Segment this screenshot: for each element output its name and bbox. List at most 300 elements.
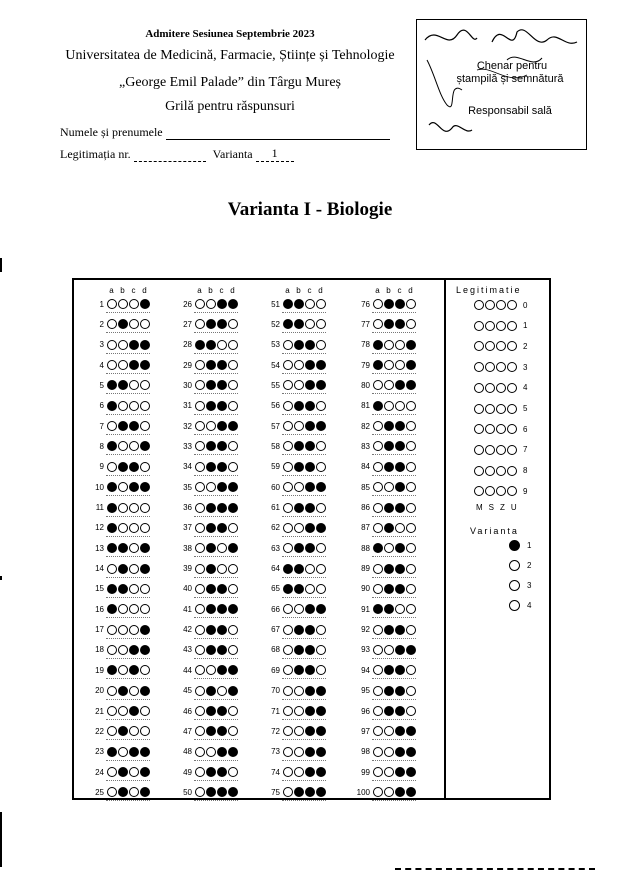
answer-bubble-d[interactable] xyxy=(228,401,238,411)
answer-bubble-a[interactable] xyxy=(283,604,293,614)
answer-bubble-b[interactable] xyxy=(384,645,394,655)
answer-bubble-c[interactable] xyxy=(217,625,227,635)
answer-bubble-b[interactable] xyxy=(206,462,216,472)
answer-bubble-c[interactable] xyxy=(129,543,139,553)
answer-bubble-b[interactable] xyxy=(118,401,128,411)
answer-bubble-a[interactable] xyxy=(107,380,117,390)
answer-bubble-a[interactable] xyxy=(195,441,205,451)
legitimatie-bubble[interactable] xyxy=(496,362,506,372)
answer-bubble-a[interactable] xyxy=(107,767,117,777)
answer-bubble-c[interactable] xyxy=(305,564,315,574)
answer-bubble-b[interactable] xyxy=(294,482,304,492)
legitimatie-bubble[interactable] xyxy=(507,300,517,310)
answer-bubble-a[interactable] xyxy=(373,503,383,513)
legitimatie-bubble[interactable] xyxy=(485,445,495,455)
answer-bubble-b[interactable] xyxy=(384,564,394,574)
legitimatie-bubble[interactable] xyxy=(507,445,517,455)
answer-bubble-c[interactable] xyxy=(395,340,405,350)
answer-bubble-b[interactable] xyxy=(206,340,216,350)
answer-bubble-d[interactable] xyxy=(406,625,416,635)
answer-bubble-c[interactable] xyxy=(305,360,315,370)
answer-bubble-b[interactable] xyxy=(118,380,128,390)
answer-bubble-d[interactable] xyxy=(140,523,150,533)
answer-bubble-d[interactable] xyxy=(228,441,238,451)
answer-bubble-a[interactable] xyxy=(107,665,117,675)
answer-bubble-a[interactable] xyxy=(283,503,293,513)
answer-bubble-a[interactable] xyxy=(283,543,293,553)
answer-bubble-b[interactable] xyxy=(206,421,216,431)
answer-bubble-b[interactable] xyxy=(118,523,128,533)
answer-bubble-c[interactable] xyxy=(305,299,315,309)
answer-bubble-c[interactable] xyxy=(129,421,139,431)
answer-bubble-c[interactable] xyxy=(305,625,315,635)
answer-bubble-c[interactable] xyxy=(395,625,405,635)
answer-bubble-d[interactable] xyxy=(228,380,238,390)
answer-bubble-a[interactable] xyxy=(195,503,205,513)
answer-bubble-c[interactable] xyxy=(217,726,227,736)
answer-bubble-d[interactable] xyxy=(406,543,416,553)
answer-bubble-b[interactable] xyxy=(294,706,304,716)
answer-bubble-a[interactable] xyxy=(283,340,293,350)
answer-bubble-a[interactable] xyxy=(195,584,205,594)
answer-bubble-c[interactable] xyxy=(217,747,227,757)
answer-bubble-a[interactable] xyxy=(195,747,205,757)
legitimatie-bubble[interactable] xyxy=(485,404,495,414)
answer-bubble-b[interactable] xyxy=(384,421,394,431)
answer-bubble-a[interactable] xyxy=(283,319,293,329)
answer-bubble-c[interactable] xyxy=(129,503,139,513)
answer-bubble-a[interactable] xyxy=(373,482,383,492)
answer-bubble-b[interactable] xyxy=(294,726,304,736)
answer-bubble-d[interactable] xyxy=(316,706,326,716)
answer-bubble-d[interactable] xyxy=(228,706,238,716)
varianta-bubble[interactable] xyxy=(509,540,520,551)
answer-bubble-d[interactable] xyxy=(140,726,150,736)
answer-bubble-c[interactable] xyxy=(217,421,227,431)
legitimatie-bubble[interactable] xyxy=(474,341,484,351)
answer-bubble-d[interactable] xyxy=(316,625,326,635)
answer-bubble-d[interactable] xyxy=(406,665,416,675)
legitimatie-bubble[interactable] xyxy=(507,424,517,434)
answer-bubble-c[interactable] xyxy=(395,564,405,574)
answer-bubble-b[interactable] xyxy=(206,564,216,574)
answer-bubble-c[interactable] xyxy=(305,319,315,329)
answer-bubble-c[interactable] xyxy=(305,706,315,716)
answer-bubble-a[interactable] xyxy=(107,523,117,533)
answer-bubble-b[interactable] xyxy=(294,767,304,777)
answer-bubble-c[interactable] xyxy=(395,645,405,655)
answer-bubble-a[interactable] xyxy=(107,360,117,370)
answer-bubble-b[interactable] xyxy=(294,747,304,757)
answer-bubble-c[interactable] xyxy=(305,482,315,492)
answer-bubble-c[interactable] xyxy=(395,462,405,472)
legitimatie-bubble[interactable] xyxy=(496,424,506,434)
answer-bubble-a[interactable] xyxy=(107,686,117,696)
answer-bubble-b[interactable] xyxy=(206,401,216,411)
answer-bubble-d[interactable] xyxy=(316,726,326,736)
answer-bubble-d[interactable] xyxy=(406,482,416,492)
answer-bubble-b[interactable] xyxy=(206,503,216,513)
answer-bubble-d[interactable] xyxy=(228,482,238,492)
answer-bubble-a[interactable] xyxy=(373,767,383,777)
answer-bubble-c[interactable] xyxy=(305,645,315,655)
answer-bubble-d[interactable] xyxy=(406,787,416,797)
legitimatie-bubble[interactable] xyxy=(507,486,517,496)
answer-bubble-b[interactable] xyxy=(118,564,128,574)
answer-bubble-c[interactable] xyxy=(217,645,227,655)
answer-bubble-d[interactable] xyxy=(228,584,238,594)
answer-bubble-c[interactable] xyxy=(305,462,315,472)
answer-bubble-a[interactable] xyxy=(373,584,383,594)
legitimatie-bubble[interactable] xyxy=(507,321,517,331)
answer-bubble-b[interactable] xyxy=(118,340,128,350)
answer-bubble-a[interactable] xyxy=(373,441,383,451)
answer-bubble-c[interactable] xyxy=(305,686,315,696)
answer-bubble-d[interactable] xyxy=(406,686,416,696)
legitimatie-bubble[interactable] xyxy=(496,300,506,310)
answer-bubble-c[interactable] xyxy=(129,360,139,370)
answer-bubble-c[interactable] xyxy=(217,340,227,350)
answer-bubble-c[interactable] xyxy=(129,726,139,736)
answer-bubble-a[interactable] xyxy=(283,645,293,655)
answer-bubble-a[interactable] xyxy=(195,767,205,777)
answer-bubble-c[interactable] xyxy=(217,543,227,553)
answer-bubble-b[interactable] xyxy=(206,625,216,635)
answer-bubble-c[interactable] xyxy=(305,340,315,350)
answer-bubble-a[interactable] xyxy=(107,726,117,736)
answer-bubble-c[interactable] xyxy=(305,421,315,431)
answer-bubble-d[interactable] xyxy=(406,340,416,350)
answer-bubble-d[interactable] xyxy=(406,421,416,431)
answer-bubble-c[interactable] xyxy=(217,564,227,574)
answer-bubble-d[interactable] xyxy=(406,380,416,390)
answer-bubble-b[interactable] xyxy=(384,319,394,329)
answer-bubble-c[interactable] xyxy=(129,686,139,696)
answer-bubble-a[interactable] xyxy=(195,319,205,329)
answer-bubble-c[interactable] xyxy=(305,441,315,451)
answer-bubble-a[interactable] xyxy=(195,380,205,390)
answer-bubble-c[interactable] xyxy=(395,360,405,370)
answer-bubble-d[interactable] xyxy=(316,787,326,797)
answer-bubble-b[interactable] xyxy=(294,441,304,451)
answer-bubble-a[interactable] xyxy=(107,706,117,716)
answer-bubble-d[interactable] xyxy=(140,787,150,797)
answer-bubble-a[interactable] xyxy=(195,340,205,350)
answer-bubble-d[interactable] xyxy=(406,401,416,411)
answer-bubble-a[interactable] xyxy=(195,462,205,472)
answer-bubble-d[interactable] xyxy=(406,584,416,594)
answer-bubble-c[interactable] xyxy=(217,686,227,696)
answer-bubble-d[interactable] xyxy=(316,747,326,757)
answer-bubble-d[interactable] xyxy=(406,645,416,655)
answer-bubble-b[interactable] xyxy=(206,360,216,370)
answer-bubble-c[interactable] xyxy=(395,503,405,513)
answer-bubble-c[interactable] xyxy=(217,441,227,451)
answer-bubble-d[interactable] xyxy=(406,604,416,614)
answer-bubble-d[interactable] xyxy=(316,319,326,329)
answer-bubble-b[interactable] xyxy=(294,604,304,614)
answer-bubble-c[interactable] xyxy=(395,747,405,757)
answer-bubble-c[interactable] xyxy=(129,604,139,614)
answer-bubble-c[interactable] xyxy=(305,584,315,594)
answer-bubble-a[interactable] xyxy=(373,340,383,350)
answer-bubble-d[interactable] xyxy=(316,604,326,614)
answer-bubble-b[interactable] xyxy=(206,665,216,675)
answer-bubble-a[interactable] xyxy=(107,401,117,411)
answer-bubble-d[interactable] xyxy=(316,299,326,309)
answer-bubble-b[interactable] xyxy=(294,523,304,533)
answer-bubble-d[interactable] xyxy=(228,523,238,533)
answer-bubble-d[interactable] xyxy=(140,401,150,411)
answer-bubble-b[interactable] xyxy=(118,706,128,716)
answer-bubble-c[interactable] xyxy=(217,319,227,329)
answer-bubble-d[interactable] xyxy=(140,686,150,696)
legitimatie-bubble[interactable] xyxy=(474,445,484,455)
answer-bubble-a[interactable] xyxy=(373,319,383,329)
answer-bubble-d[interactable] xyxy=(140,625,150,635)
answer-bubble-d[interactable] xyxy=(228,299,238,309)
answer-bubble-b[interactable] xyxy=(384,686,394,696)
answer-bubble-c[interactable] xyxy=(129,299,139,309)
answer-bubble-d[interactable] xyxy=(406,319,416,329)
varianta-bubble[interactable] xyxy=(509,560,520,571)
answer-bubble-a[interactable] xyxy=(195,665,205,675)
legitimatie-bubble[interactable] xyxy=(485,300,495,310)
answer-bubble-b[interactable] xyxy=(384,523,394,533)
legitimatie-bubble[interactable] xyxy=(474,383,484,393)
answer-bubble-a[interactable] xyxy=(283,584,293,594)
answer-bubble-d[interactable] xyxy=(316,645,326,655)
answer-bubble-d[interactable] xyxy=(316,360,326,370)
answer-bubble-d[interactable] xyxy=(316,380,326,390)
answer-bubble-b[interactable] xyxy=(206,523,216,533)
answer-bubble-c[interactable] xyxy=(395,319,405,329)
answer-bubble-c[interactable] xyxy=(305,747,315,757)
answer-bubble-a[interactable] xyxy=(373,665,383,675)
answer-bubble-c[interactable] xyxy=(217,503,227,513)
answer-bubble-d[interactable] xyxy=(228,319,238,329)
legitimatie-bubble[interactable] xyxy=(485,362,495,372)
answer-bubble-c[interactable] xyxy=(217,462,227,472)
answer-bubble-d[interactable] xyxy=(228,360,238,370)
answer-bubble-b[interactable] xyxy=(206,747,216,757)
answer-bubble-b[interactable] xyxy=(294,665,304,675)
answer-bubble-c[interactable] xyxy=(129,767,139,777)
answer-bubble-c[interactable] xyxy=(129,380,139,390)
answer-bubble-b[interactable] xyxy=(118,747,128,757)
answer-bubble-b[interactable] xyxy=(294,564,304,574)
answer-bubble-b[interactable] xyxy=(294,787,304,797)
answer-bubble-c[interactable] xyxy=(129,564,139,574)
answer-bubble-d[interactable] xyxy=(228,747,238,757)
answer-bubble-a[interactable] xyxy=(283,299,293,309)
answer-bubble-c[interactable] xyxy=(395,401,405,411)
answer-bubble-b[interactable] xyxy=(384,584,394,594)
answer-bubble-a[interactable] xyxy=(373,462,383,472)
answer-bubble-a[interactable] xyxy=(195,523,205,533)
legitimatie-bubble[interactable] xyxy=(474,362,484,372)
legitimatie-bubble[interactable] xyxy=(496,383,506,393)
answer-bubble-b[interactable] xyxy=(118,360,128,370)
answer-bubble-c[interactable] xyxy=(395,686,405,696)
legitimatie-bubble[interactable] xyxy=(496,321,506,331)
answer-bubble-b[interactable] xyxy=(384,360,394,370)
legitimatie-bubble[interactable] xyxy=(507,466,517,476)
answer-bubble-a[interactable] xyxy=(195,360,205,370)
legitimatie-bubble[interactable] xyxy=(507,383,517,393)
answer-bubble-a[interactable] xyxy=(195,564,205,574)
answer-bubble-a[interactable] xyxy=(195,625,205,635)
answer-bubble-d[interactable] xyxy=(140,767,150,777)
answer-bubble-c[interactable] xyxy=(395,380,405,390)
answer-bubble-a[interactable] xyxy=(373,564,383,574)
answer-bubble-a[interactable] xyxy=(373,523,383,533)
answer-bubble-b[interactable] xyxy=(384,340,394,350)
answer-bubble-a[interactable] xyxy=(195,421,205,431)
answer-bubble-b[interactable] xyxy=(294,645,304,655)
answer-bubble-a[interactable] xyxy=(373,706,383,716)
answer-bubble-a[interactable] xyxy=(373,360,383,370)
answer-bubble-b[interactable] xyxy=(384,380,394,390)
legitimatie-bubble[interactable] xyxy=(496,404,506,414)
answer-bubble-d[interactable] xyxy=(406,767,416,777)
answer-bubble-b[interactable] xyxy=(206,441,216,451)
answer-bubble-c[interactable] xyxy=(217,665,227,675)
answer-bubble-b[interactable] xyxy=(294,625,304,635)
answer-bubble-d[interactable] xyxy=(228,604,238,614)
legitimatie-bubble[interactable] xyxy=(507,341,517,351)
answer-bubble-b[interactable] xyxy=(294,360,304,370)
answer-bubble-a[interactable] xyxy=(283,665,293,675)
answer-bubble-d[interactable] xyxy=(140,299,150,309)
answer-bubble-d[interactable] xyxy=(228,543,238,553)
answer-bubble-a[interactable] xyxy=(373,787,383,797)
answer-bubble-d[interactable] xyxy=(406,747,416,757)
answer-bubble-c[interactable] xyxy=(305,523,315,533)
answer-bubble-b[interactable] xyxy=(294,380,304,390)
answer-bubble-a[interactable] xyxy=(107,482,117,492)
legitimatie-bubble[interactable] xyxy=(474,486,484,496)
legitimatie-bubble[interactable] xyxy=(474,424,484,434)
answer-bubble-b[interactable] xyxy=(384,441,394,451)
answer-bubble-a[interactable] xyxy=(195,482,205,492)
answer-bubble-b[interactable] xyxy=(294,340,304,350)
answer-bubble-c[interactable] xyxy=(129,645,139,655)
answer-bubble-b[interactable] xyxy=(118,726,128,736)
answer-bubble-b[interactable] xyxy=(294,584,304,594)
answer-bubble-d[interactable] xyxy=(140,441,150,451)
answer-bubble-d[interactable] xyxy=(228,625,238,635)
answer-bubble-b[interactable] xyxy=(294,503,304,513)
answer-bubble-b[interactable] xyxy=(384,706,394,716)
answer-bubble-c[interactable] xyxy=(217,380,227,390)
answer-bubble-d[interactable] xyxy=(228,787,238,797)
answer-bubble-c[interactable] xyxy=(305,787,315,797)
answer-bubble-b[interactable] xyxy=(294,421,304,431)
answer-bubble-a[interactable] xyxy=(283,564,293,574)
answer-bubble-c[interactable] xyxy=(305,503,315,513)
answer-bubble-c[interactable] xyxy=(129,340,139,350)
answer-bubble-a[interactable] xyxy=(195,645,205,655)
answer-bubble-c[interactable] xyxy=(395,299,405,309)
legitimatie-bubble[interactable] xyxy=(507,404,517,414)
answer-bubble-b[interactable] xyxy=(384,482,394,492)
answer-bubble-d[interactable] xyxy=(140,462,150,472)
answer-bubble-d[interactable] xyxy=(228,462,238,472)
answer-bubble-d[interactable] xyxy=(316,767,326,777)
answer-bubble-d[interactable] xyxy=(228,503,238,513)
answer-bubble-c[interactable] xyxy=(129,441,139,451)
answer-bubble-d[interactable] xyxy=(140,543,150,553)
answer-bubble-b[interactable] xyxy=(206,584,216,594)
answer-bubble-c[interactable] xyxy=(395,726,405,736)
answer-bubble-c[interactable] xyxy=(129,584,139,594)
id-line[interactable] xyxy=(134,161,206,162)
answer-bubble-d[interactable] xyxy=(406,462,416,472)
answer-bubble-d[interactable] xyxy=(406,299,416,309)
answer-bubble-d[interactable] xyxy=(140,564,150,574)
answer-bubble-a[interactable] xyxy=(107,441,117,451)
answer-bubble-d[interactable] xyxy=(316,503,326,513)
answer-bubble-c[interactable] xyxy=(217,360,227,370)
answer-bubble-a[interactable] xyxy=(107,340,117,350)
answer-bubble-c[interactable] xyxy=(305,726,315,736)
answer-bubble-c[interactable] xyxy=(305,604,315,614)
answer-bubble-a[interactable] xyxy=(195,604,205,614)
answer-bubble-b[interactable] xyxy=(206,645,216,655)
answer-bubble-d[interactable] xyxy=(316,441,326,451)
answer-bubble-c[interactable] xyxy=(395,604,405,614)
legitimatie-bubble[interactable] xyxy=(496,486,506,496)
legitimatie-bubble[interactable] xyxy=(474,321,484,331)
answer-bubble-b[interactable] xyxy=(118,645,128,655)
answer-bubble-d[interactable] xyxy=(316,401,326,411)
answer-bubble-a[interactable] xyxy=(107,564,117,574)
answer-bubble-b[interactable] xyxy=(384,726,394,736)
answer-bubble-b[interactable] xyxy=(118,665,128,675)
answer-bubble-b[interactable] xyxy=(118,462,128,472)
answer-bubble-a[interactable] xyxy=(283,441,293,451)
answer-bubble-a[interactable] xyxy=(283,787,293,797)
answer-bubble-b[interactable] xyxy=(118,543,128,553)
answer-bubble-a[interactable] xyxy=(373,421,383,431)
answer-bubble-b[interactable] xyxy=(118,503,128,513)
answer-bubble-c[interactable] xyxy=(129,523,139,533)
answer-bubble-b[interactable] xyxy=(206,543,216,553)
answer-bubble-d[interactable] xyxy=(228,726,238,736)
answer-bubble-d[interactable] xyxy=(316,340,326,350)
answer-bubble-b[interactable] xyxy=(118,319,128,329)
answer-bubble-c[interactable] xyxy=(395,523,405,533)
answer-bubble-b[interactable] xyxy=(118,421,128,431)
answer-bubble-b[interactable] xyxy=(206,380,216,390)
answer-bubble-b[interactable] xyxy=(384,401,394,411)
answer-bubble-c[interactable] xyxy=(395,543,405,553)
answer-bubble-d[interactable] xyxy=(316,482,326,492)
answer-bubble-d[interactable] xyxy=(316,462,326,472)
answer-bubble-a[interactable] xyxy=(283,706,293,716)
answer-bubble-a[interactable] xyxy=(107,645,117,655)
answer-bubble-a[interactable] xyxy=(373,726,383,736)
answer-bubble-d[interactable] xyxy=(228,767,238,777)
answer-bubble-d[interactable] xyxy=(406,564,416,574)
name-line[interactable] xyxy=(166,139,390,140)
answer-bubble-b[interactable] xyxy=(206,482,216,492)
answer-bubble-b[interactable] xyxy=(118,787,128,797)
answer-bubble-a[interactable] xyxy=(373,747,383,757)
answer-bubble-a[interactable] xyxy=(283,767,293,777)
answer-bubble-a[interactable] xyxy=(107,543,117,553)
